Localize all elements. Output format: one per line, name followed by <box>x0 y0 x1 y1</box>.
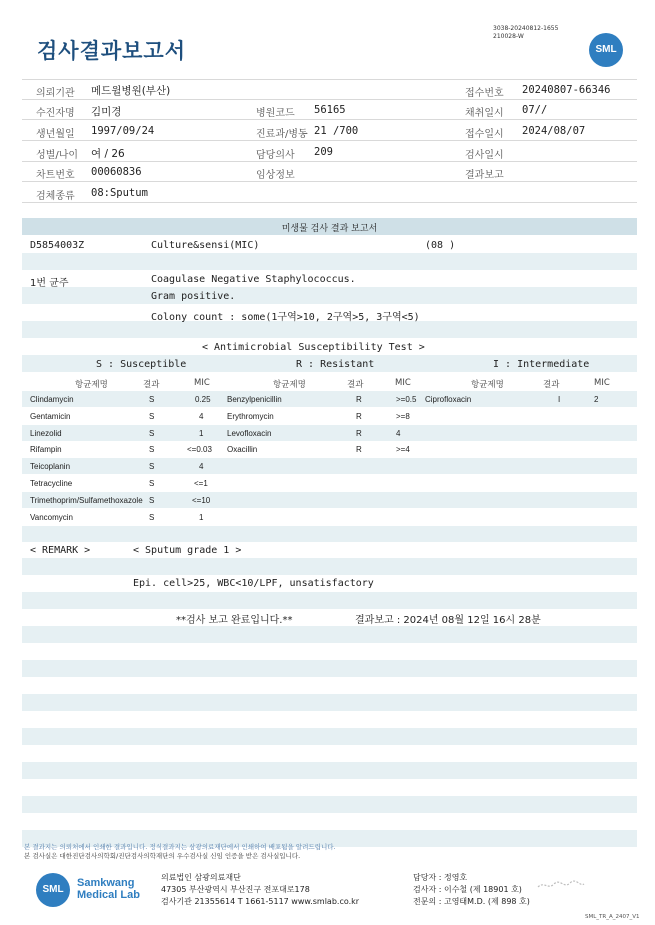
row-band <box>22 762 637 779</box>
ast-mic: 4 <box>199 462 204 471</box>
dob-value: 1997/09/24 <box>91 125 155 137</box>
col-header-mic-2: MIC <box>395 378 411 388</box>
row-band <box>22 321 637 338</box>
form-code: SML_TR_A_2407_V1 <box>585 914 640 920</box>
row-band <box>22 592 637 609</box>
manager: 담당자 : 정영호 <box>413 873 468 882</box>
ast-result: R <box>356 412 362 421</box>
ast-drug: Linezolid <box>30 429 62 438</box>
brand-name <box>77 877 140 901</box>
ast-drug: Erythromycin <box>227 412 274 421</box>
row-band <box>22 626 637 643</box>
hospital-code-value: 56165 <box>314 104 346 116</box>
dob-label: 생년월일 <box>36 129 75 140</box>
ast-mic: 2 <box>594 395 599 404</box>
document-id-line-2: 210028-W <box>493 33 524 40</box>
legend-susceptible: S : Susceptible <box>96 359 187 370</box>
ast-mic: <=0.03 <box>187 445 212 454</box>
report-time: 결과보고 : 2024년 08월 12일 16시 28분 <box>355 615 541 626</box>
ast-result: S <box>149 513 155 522</box>
ast-mic: 1 <box>199 513 204 522</box>
patient-name-label: 수진자명 <box>36 108 75 119</box>
row-band <box>22 796 637 813</box>
ast-result: R <box>356 445 362 454</box>
ast-mic: 4 <box>199 412 204 421</box>
colony-count: Colony count : some(1구역>10, 2구역>5, 3구역<5) <box>151 312 420 323</box>
row-band <box>22 558 637 575</box>
ast-drug: Rifampin <box>30 445 62 454</box>
sex-age-value: 여 / 26 <box>91 148 125 160</box>
chart-no-label: 차트번호 <box>36 170 75 181</box>
col-header-drug-3: 항균제명 <box>471 380 504 390</box>
ast-mic: >=8 <box>396 412 410 421</box>
report-label: 결과보고 <box>465 170 504 181</box>
ast-drug: Benzylpenicillin <box>227 395 282 404</box>
hospital-code-label: 병원코드 <box>256 108 295 119</box>
specimen-value: 08:Sputum <box>91 187 148 199</box>
ast-mic: 1 <box>199 429 204 438</box>
chart-no-value: 00060836 <box>91 166 142 178</box>
row-band <box>22 458 637 474</box>
ast-result: R <box>356 395 362 404</box>
report-complete: **검사 보고 완료입니다.** <box>176 615 293 626</box>
col-header-result-1: 결과 <box>143 380 160 390</box>
collection-value: 07// <box>522 104 548 116</box>
ast-result: I <box>558 395 561 404</box>
test-code: D5854003Z <box>30 240 85 251</box>
ast-result: R <box>356 429 362 438</box>
test-name: Culture&sensi(MIC) <box>151 240 260 251</box>
row-band <box>22 253 637 270</box>
organism-name: Coagulase Negative Staphylococcus. <box>151 274 356 285</box>
sml-logo-bottom: SML <box>36 873 70 907</box>
organism-label: 1번 균주 <box>30 278 69 289</box>
remark-label: < REMARK > <box>30 545 91 556</box>
ast-result: S <box>149 462 155 471</box>
row-band <box>22 526 637 542</box>
receipt-no-label: 접수번호 <box>465 88 504 99</box>
doctor-label: 담당의사 <box>256 150 295 161</box>
ast-drug: Oxacillin <box>227 445 258 454</box>
ast-mic: 0.25 <box>195 395 211 404</box>
ast-result: S <box>149 479 155 488</box>
receipt-date-label: 접수일시 <box>465 129 504 140</box>
page-title: 검사결과보고서 <box>37 39 187 63</box>
ast-result: S <box>149 496 155 505</box>
dept-label: 진료과/병동 <box>256 129 308 140</box>
institution-label: 의뢰기관 <box>36 88 75 99</box>
signature <box>536 878 586 892</box>
remark-grade: < Sputum grade 1 > <box>133 545 242 556</box>
footer-note-print: 본 결과지는 의뢰처에서 인쇄한 결과입니다. 정식결과지는 삼광의료재단에서 인쇄하여 배포됨을 알려드립니다. <box>24 843 336 851</box>
ast-drug: Clindamycin <box>30 395 74 404</box>
divider <box>22 202 637 203</box>
divider <box>22 181 637 182</box>
ast-mic: <=10 <box>192 496 211 505</box>
row-band <box>22 660 637 677</box>
ast-drug: Trimethoprim/Sulfamethoxazole <box>30 496 143 505</box>
document-id-line-1: 3038-20240812-1655 <box>493 25 559 32</box>
institution-value: 메드윌병원(부산) <box>91 85 171 97</box>
dept-value: 21 /700 <box>314 125 359 137</box>
divider <box>22 140 637 141</box>
divider <box>22 119 637 120</box>
sex-age-label: 성별/나이 <box>36 150 79 161</box>
divider <box>22 79 637 80</box>
test-date-label: 검사일시 <box>465 150 504 161</box>
ast-drug: Teicoplanin <box>30 462 71 471</box>
ast-result: S <box>149 429 155 438</box>
ast-result: S <box>149 445 155 454</box>
ast-drug: Vancomycin <box>30 513 73 522</box>
org-name: 의료법인 삼광의료재단 <box>161 873 241 882</box>
receipt-no-value: 20240807-66346 <box>522 84 611 96</box>
test-number: (08 ) <box>425 240 456 251</box>
row-band <box>22 694 637 711</box>
ast-mic: 4 <box>396 429 401 438</box>
divider <box>22 161 637 162</box>
receipt-date-value: 2024/08/07 <box>522 125 586 137</box>
ast-drug: Tetracycline <box>30 479 73 488</box>
brand-line-2: Medical Lab <box>77 889 140 901</box>
ast-result: S <box>149 395 155 404</box>
col-header-result-3: 결과 <box>543 380 560 390</box>
org-contact: 검사기관 21355614 T 1661-5117 www.smlab.co.kr <box>161 897 360 906</box>
gram-stain: Gram positive. <box>151 291 236 302</box>
row-band <box>22 391 637 407</box>
brand-line-1: Samkwang <box>77 877 135 889</box>
ast-drug: Levofloxacin <box>227 429 272 438</box>
row-band <box>22 728 637 745</box>
col-header-drug-1: 항균제명 <box>75 380 108 390</box>
divider <box>22 99 637 100</box>
org-address: 47305 부산광역시 부산진구 전포대로178 <box>161 885 310 894</box>
specialist: 전문의 : 고영태M.D. (제 898 호) <box>413 897 530 906</box>
ast-drug: Gentamicin <box>30 412 71 421</box>
row-band <box>22 425 637 441</box>
row-band <box>22 287 637 304</box>
section-title: 미생물 검사 결과 보고서 <box>281 224 378 234</box>
ast-result: S <box>149 412 155 421</box>
col-header-result-2: 결과 <box>347 380 364 390</box>
ast-mic: >=0.5 <box>396 395 417 404</box>
specimen-label: 검체종류 <box>36 191 75 202</box>
ast-mic: <=1 <box>194 479 208 488</box>
col-header-drug-2: 항균제명 <box>273 380 306 390</box>
clinical-info-label: 임상정보 <box>256 170 295 181</box>
footer-note-accreditation: 본 검사실은 대한진단검사의학회/진단검사의학재단의 우수검사실 신임 인증을 받은 검사실입니다. <box>24 852 301 860</box>
ast-mic: >=4 <box>396 445 410 454</box>
ast-title: < Antimicrobial Susceptibility Test > <box>202 342 425 353</box>
legend-intermediate: I : Intermediate <box>493 359 590 370</box>
patient-name-value: 김미경 <box>91 106 122 118</box>
col-header-mic-3: MIC <box>594 378 610 388</box>
legend-resistant: R : Resistant <box>296 359 375 370</box>
ast-drug: Ciprofloxacin <box>425 395 472 404</box>
sml-logo: SML <box>589 33 623 67</box>
remark-detail: Epi. cell>25, WBC<10/LPF, unsatisfactory <box>133 578 374 589</box>
col-header-mic-1: MIC <box>194 378 210 388</box>
tester: 검사자 : 이수철 (제 18901 호) <box>413 885 522 894</box>
document-id <box>493 25 558 41</box>
doctor-value: 209 <box>314 146 333 158</box>
collection-label: 채취일시 <box>465 108 504 119</box>
